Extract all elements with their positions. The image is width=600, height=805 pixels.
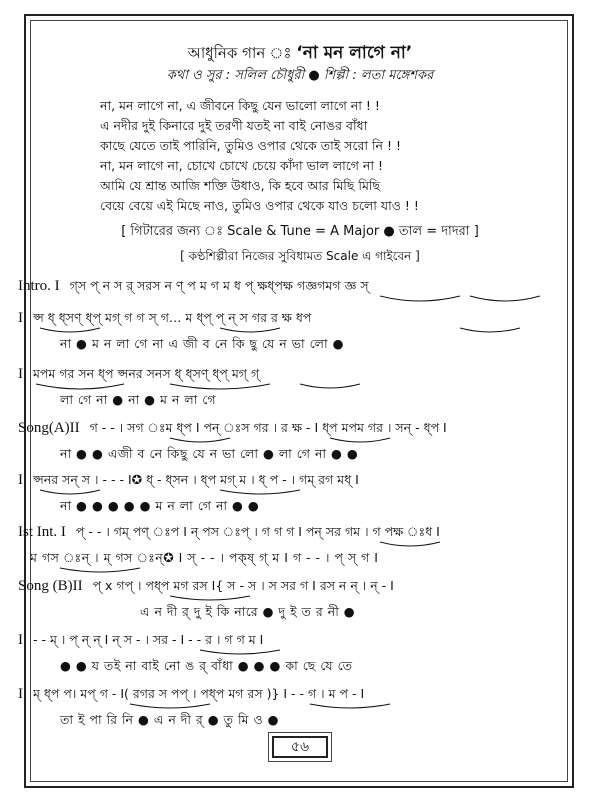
guitar-note: [ গিটারের জন্য ঃ Scale & Tune = A Major ● তাল = দাদরা ]	[121, 224, 479, 239]
notation-lyric-row: না ● ● এজী ব নে কিছু যে ন ভা লো ● লা গে না ● ●	[60, 446, 359, 461]
notation-notes: মপম গর সন ধ্প প্সনর সনস ধ্ ধ্সণ্ ধ্প্ মগ্ গ্	[32, 366, 260, 381]
notation-row-song-b	[18, 578, 394, 598]
row-label: I	[18, 366, 23, 382]
row-label: Intro. I	[18, 278, 60, 294]
vocal-note: [ কণ্ঠশিল্পীরা নিজের সুবিধামত Scale এ গাইবেন ]	[180, 249, 420, 263]
notation-row	[18, 632, 263, 652]
notation-lyric-row: এ ন দী র্ দু ই কি নারে ● দু ই ত র নী ●	[140, 604, 356, 619]
notation-notes: প্সনর সন্ স । - - - I✪ ধ্ - ধ্সন । ধ্প মগ্ ম । ধ্ প - । গম্ রগ মধ্ I	[32, 472, 359, 487]
row-label: I	[18, 632, 23, 648]
song-title	[0, 40, 600, 68]
notation-lyric-row: না ● ম ন লা গে না এ জী ব নে কি ছু যে ন ভা লো ●	[60, 336, 344, 351]
notation-notes: - - ম্ । প্ ন্ ন্ I ন্ স - । সর - I - - র । গ গ ম I	[32, 632, 264, 647]
notation-row	[18, 310, 311, 330]
notation-row-first-interlude	[18, 524, 440, 544]
notation-row-intro	[18, 278, 369, 298]
notation-row	[18, 686, 364, 706]
row-label: I	[18, 686, 23, 702]
row-label: I	[18, 472, 23, 488]
notation-row: ম গস ঃন্ । ম্ গস ঃন্✪ I স্ - - । পক্ষ্ গ্ ম I গ - - । প্ স্ গ I	[30, 550, 379, 565]
notation-lyric-row: ● ● য তই না বাই নো ঙ র্ বাঁধা ● ● ● কা ছে যে তে	[60, 658, 353, 673]
notation-row-song-a	[18, 420, 447, 440]
lyric-line-1: না, মন লাগে না, এ জীবনে কিছু যেন ভালো লাগে না ! !	[100, 98, 380, 113]
lyric-line-2: এ নদীর দুই কিনারে দুই তরণী যতই না বাই নোঙর বাঁধা	[100, 118, 368, 133]
lyric-line-6: বেয়ে বেয়ে এই মিছে নাও, তুমিও ওপার থেকে যাও চলো যাও ! !	[100, 198, 419, 213]
notation-notes: প্স ধ্ ধ্সণ্ ধ্প্ মগ্ গ গ স্ গ… ম ধ্প্ প্ ন্ স গর র ক্ষ ধপ	[32, 310, 312, 325]
credits-line: কথা ও সুর : সলিল চৌধুরী ● শিল্পী : লতা মঙ্গেশকর	[166, 68, 434, 83]
notation-notes: ম্ ধ্প প। মপ্ গ - I( রগর স পপ্ । পধ্প মগ রস )} I - - গ । ম প - I	[32, 686, 365, 701]
notation-notes: গ - - । সগ ঃম ধ্প I পন্ ঃস গর । র ক্ষ - I ধ্প মপম গর । সন্ - ধ্প I	[89, 420, 447, 435]
row-label: Song(A)II	[18, 420, 80, 436]
notation-notes: প্ - - । গম্ পণ্ ঃপ I ন্ পস ঃপ্ । গ গ গ I পন্ সর গম । গ পক্ষ ঃধ I	[75, 524, 440, 539]
title-song: ‘না মন লাগে না’	[296, 43, 413, 63]
row-label: Song (B)II	[18, 578, 83, 594]
notation-lyric-row: না ● ● ● ● ● ম ন লা গে না ● ●	[60, 498, 260, 513]
lyric-line-3: কাছে যেতে তাই পারিনি, তুমিও ওপার থেকে তাই সরো নি ! !	[100, 138, 401, 153]
notation-lyric-row: লা গে না ● না ● ম ন লা গে	[60, 392, 217, 407]
notation-notes: গ্স প্ ন স র্ সরস ন ণ্ প ম গ ম ধ প্ ক্ষধ্পক্ষ গজ্ঞগমগ জ্ঞ স্	[69, 278, 369, 293]
notation-row	[18, 472, 359, 492]
title-prefix: আধুনিক গান ঃ	[187, 44, 292, 62]
notation-notes: প্ x গপ্ । পধ্প মগ রস I{ স - স । স সর গ I রস ন ন্ । ন্ - I	[92, 578, 394, 593]
lyric-line-5: আমি যে শ্রান্ত আজি শক্তি উধাও, কি হবে আর মিছি মিছি	[100, 178, 381, 193]
lyric-line-4: না, মন লাগে না, চোখে চোখে চেয়ে কাঁদা ভাল লাগে না !	[100, 158, 383, 173]
notation-lyric-row: তা ই পা রি নি ● এ ন দী র্ ● তু মি ও ●	[60, 712, 280, 727]
notation-row	[18, 366, 259, 386]
page-number: ৫৬	[272, 736, 328, 758]
row-label: Ist Int. I	[18, 524, 66, 540]
row-label: I	[18, 310, 23, 326]
